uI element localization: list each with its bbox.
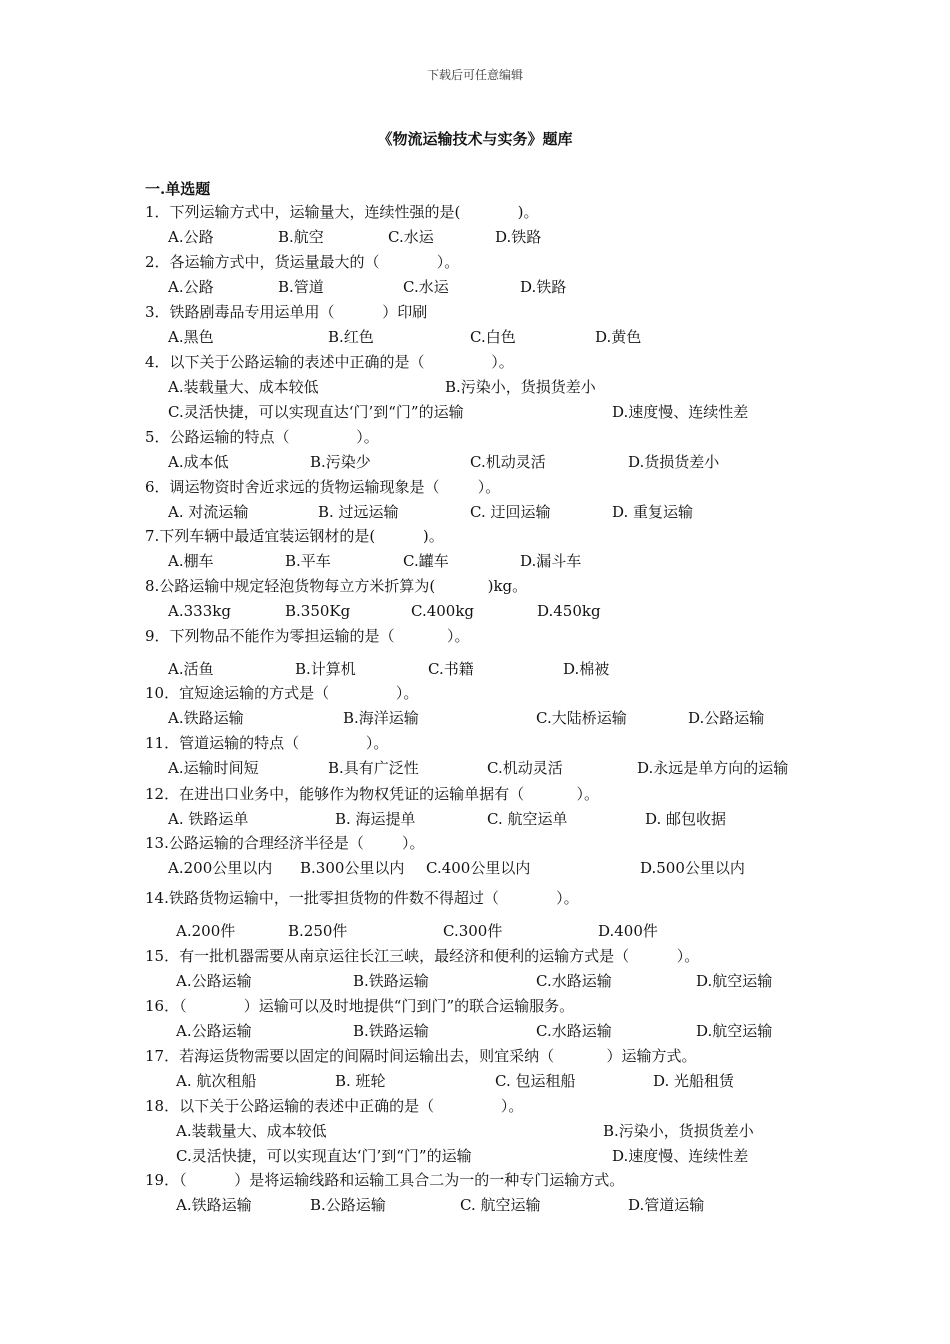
question-17-option: B. 班轮 <box>335 1072 386 1090</box>
question-5-option: C.机动灵活 <box>470 453 546 471</box>
question-4-option: C.灵活快捷，可以实现直达‘门’到“门”的运输 <box>168 403 464 421</box>
question-9-option: B.计算机 <box>295 660 356 678</box>
question-19-option: B.公路运输 <box>310 1196 386 1214</box>
question-1-option: B.航空 <box>278 228 324 246</box>
question-18-option: A.装载量大、成本较低 <box>176 1122 327 1140</box>
question-15-option: C.水路运输 <box>536 972 612 990</box>
question-2-option: A.公路 <box>168 278 214 296</box>
question-11-option: D.永远是单方向的运输 <box>637 759 789 777</box>
question-16-option: D.航空运输 <box>696 1022 773 1040</box>
question-19-option: C. 航空运输 <box>460 1196 541 1214</box>
question-10-option: C.大陆桥运输 <box>536 709 627 727</box>
question-5: 5．公路运输的特点（ ）。 <box>145 428 379 446</box>
question-1-option: D.铁路 <box>495 228 542 246</box>
question-18: 18．以下关于公路运输的表述中正确的是（ ）。 <box>145 1097 524 1115</box>
question-2-option: D.铁路 <box>520 278 567 296</box>
question-9-option: C.书籍 <box>428 660 474 678</box>
question-19-option: D.管道运输 <box>628 1196 705 1214</box>
question-12-option: B. 海运提单 <box>335 810 416 828</box>
question-12-option: D. 邮包收据 <box>645 810 727 828</box>
question-19: 19．（ ）是将运输线路和运输工具合二为一的一种专门运输方式。 <box>145 1171 625 1189</box>
question-11-option: A.运输时间短 <box>168 759 259 777</box>
question-9-option: A.活鱼 <box>168 660 214 678</box>
question-1-option: A.公路 <box>168 228 214 246</box>
question-10-option: D.公路运输 <box>688 709 765 727</box>
question-7-option: D.漏斗车 <box>520 552 582 570</box>
question-6-option: C. 迂回运输 <box>470 503 551 521</box>
question-5-option: B.污染少 <box>310 453 371 471</box>
question-15-option: D.航空运输 <box>696 972 773 990</box>
question-6-option: D. 重复运输 <box>612 503 694 521</box>
question-12-option: C. 航空运单 <box>487 810 568 828</box>
question-7-option: A.棚车 <box>168 552 214 570</box>
question-6: 6．调运物资时舍近求远的货物运输现象是（ ）。 <box>145 478 501 496</box>
question-15-option: A.公路运输 <box>176 972 252 990</box>
question-10: 10．宜短途运输的方式是（ ）。 <box>145 684 419 702</box>
question-15: 15．有一批机器需要从南京运往长江三峡，最经济和便利的运输方式是（ ）。 <box>145 947 700 965</box>
question-6-option: A. 对流运输 <box>168 503 249 521</box>
question-4: 4．以下关于公路运输的表述中正确的是（ ）。 <box>145 353 514 371</box>
question-13-option: C.400公里以内 <box>426 859 531 877</box>
question-19-option: A.铁路运输 <box>176 1196 252 1214</box>
question-18-option: C.灵活快捷，可以实现直达‘门’到“门”的运输 <box>176 1147 472 1165</box>
question-7: 7.下列车辆中最适宜装运钢材的是( )。 <box>145 527 444 545</box>
question-2-option: C.水运 <box>403 278 449 296</box>
question-17: 17．若海运货物需要以固定的间隔时间运输出去，则宜采纳（ ）运输方式。 <box>145 1047 697 1065</box>
question-3-option: C.白色 <box>470 328 516 346</box>
question-14-option: C.300件 <box>443 922 503 940</box>
question-16-option: A.公路运输 <box>176 1022 252 1040</box>
question-16: 16．（ ）运输可以及时地提供“门到门”的联合运输服务。 <box>145 997 575 1015</box>
question-3-option: D.黄色 <box>595 328 642 346</box>
question-2: 2．各运输方式中，货运量最大的（ ）。 <box>145 253 460 271</box>
question-16-option: B.铁路运输 <box>353 1022 429 1040</box>
question-13-option: A.200公里以内 <box>168 859 273 877</box>
question-12: 12．在进出口业务中，能够作为物权凭证的运输单据有（ ）。 <box>145 785 600 803</box>
question-3-option: A.黑色 <box>168 328 214 346</box>
question-17-option: D. 光船租赁 <box>653 1072 735 1090</box>
question-7-option: C.罐车 <box>403 552 449 570</box>
question-17-option: C. 包运租船 <box>495 1072 576 1090</box>
question-18-option: D.速度慢、连续性差 <box>612 1147 749 1165</box>
question-8: 8.公路运输中规定轻泡货物每立方米折算为( )kg。 <box>145 577 528 595</box>
question-4-option: B.污染小，货损货差小 <box>445 378 596 396</box>
question-2-option: B.管道 <box>278 278 324 296</box>
question-14-option: D.400件 <box>598 922 658 940</box>
question-7-option: B.平车 <box>285 552 331 570</box>
question-13: 13.公路运输的合理经济半径是（ ）。 <box>145 834 425 852</box>
question-10-option: B.海洋运输 <box>343 709 419 727</box>
question-1-option: C.水运 <box>388 228 434 246</box>
question-9: 9．下列物品不能作为零担运输的是（ ）。 <box>145 627 470 645</box>
question-8-option: B.350Kg <box>285 602 351 620</box>
question-15-option: B.铁路运输 <box>353 972 429 990</box>
question-13-option: D.500公里以内 <box>640 859 745 877</box>
question-11-option: B.具有广泛性 <box>328 759 419 777</box>
question-18-option: B.污染小，货损货差小 <box>603 1122 754 1140</box>
question-10-option: A.铁路运输 <box>168 709 244 727</box>
question-13-option: B.300公里以内 <box>300 859 405 877</box>
question-11-option: C.机动灵活 <box>487 759 563 777</box>
question-4-option: A.装载量大、成本较低 <box>168 378 319 396</box>
question-1: 1．下列运输方式中，运输量大，连续性强的是( )。 <box>145 203 539 221</box>
question-4-option: D.速度慢、连续性差 <box>612 403 749 421</box>
question-14-option: B.250件 <box>288 922 348 940</box>
question-8-option: C.400kg <box>411 602 475 620</box>
question-5-option: A.成本低 <box>168 453 229 471</box>
question-6-option: B. 过远运输 <box>318 503 399 521</box>
question-14-option: A.200件 <box>176 922 236 940</box>
question-5-option: D.货损货差小 <box>628 453 720 471</box>
question-9-option: D.棉被 <box>563 660 610 678</box>
question-12-option: A. 铁路运单 <box>168 810 249 828</box>
question-17-option: A. 航次租船 <box>176 1072 257 1090</box>
question-14: 14.铁路货物运输中，一批零担货物的件数不得超过（ ）。 <box>145 889 579 907</box>
header-note: 下载后可任意编辑 <box>426 68 523 82</box>
question-3: 3．铁路剧毒品专用运单用（ ）印刷 <box>145 303 428 321</box>
question-11: 11．管道运输的特点（ ）。 <box>145 734 389 752</box>
document-title: 《物流运输技术与实务》题库 <box>377 130 573 148</box>
question-8-option: D.450kg <box>537 602 601 620</box>
question-16-option: C.水路运输 <box>536 1022 612 1040</box>
question-8-option: A.333kg <box>168 602 231 620</box>
question-3-option: B.红色 <box>328 328 374 346</box>
section-heading: 一.单选题 <box>145 180 211 198</box>
